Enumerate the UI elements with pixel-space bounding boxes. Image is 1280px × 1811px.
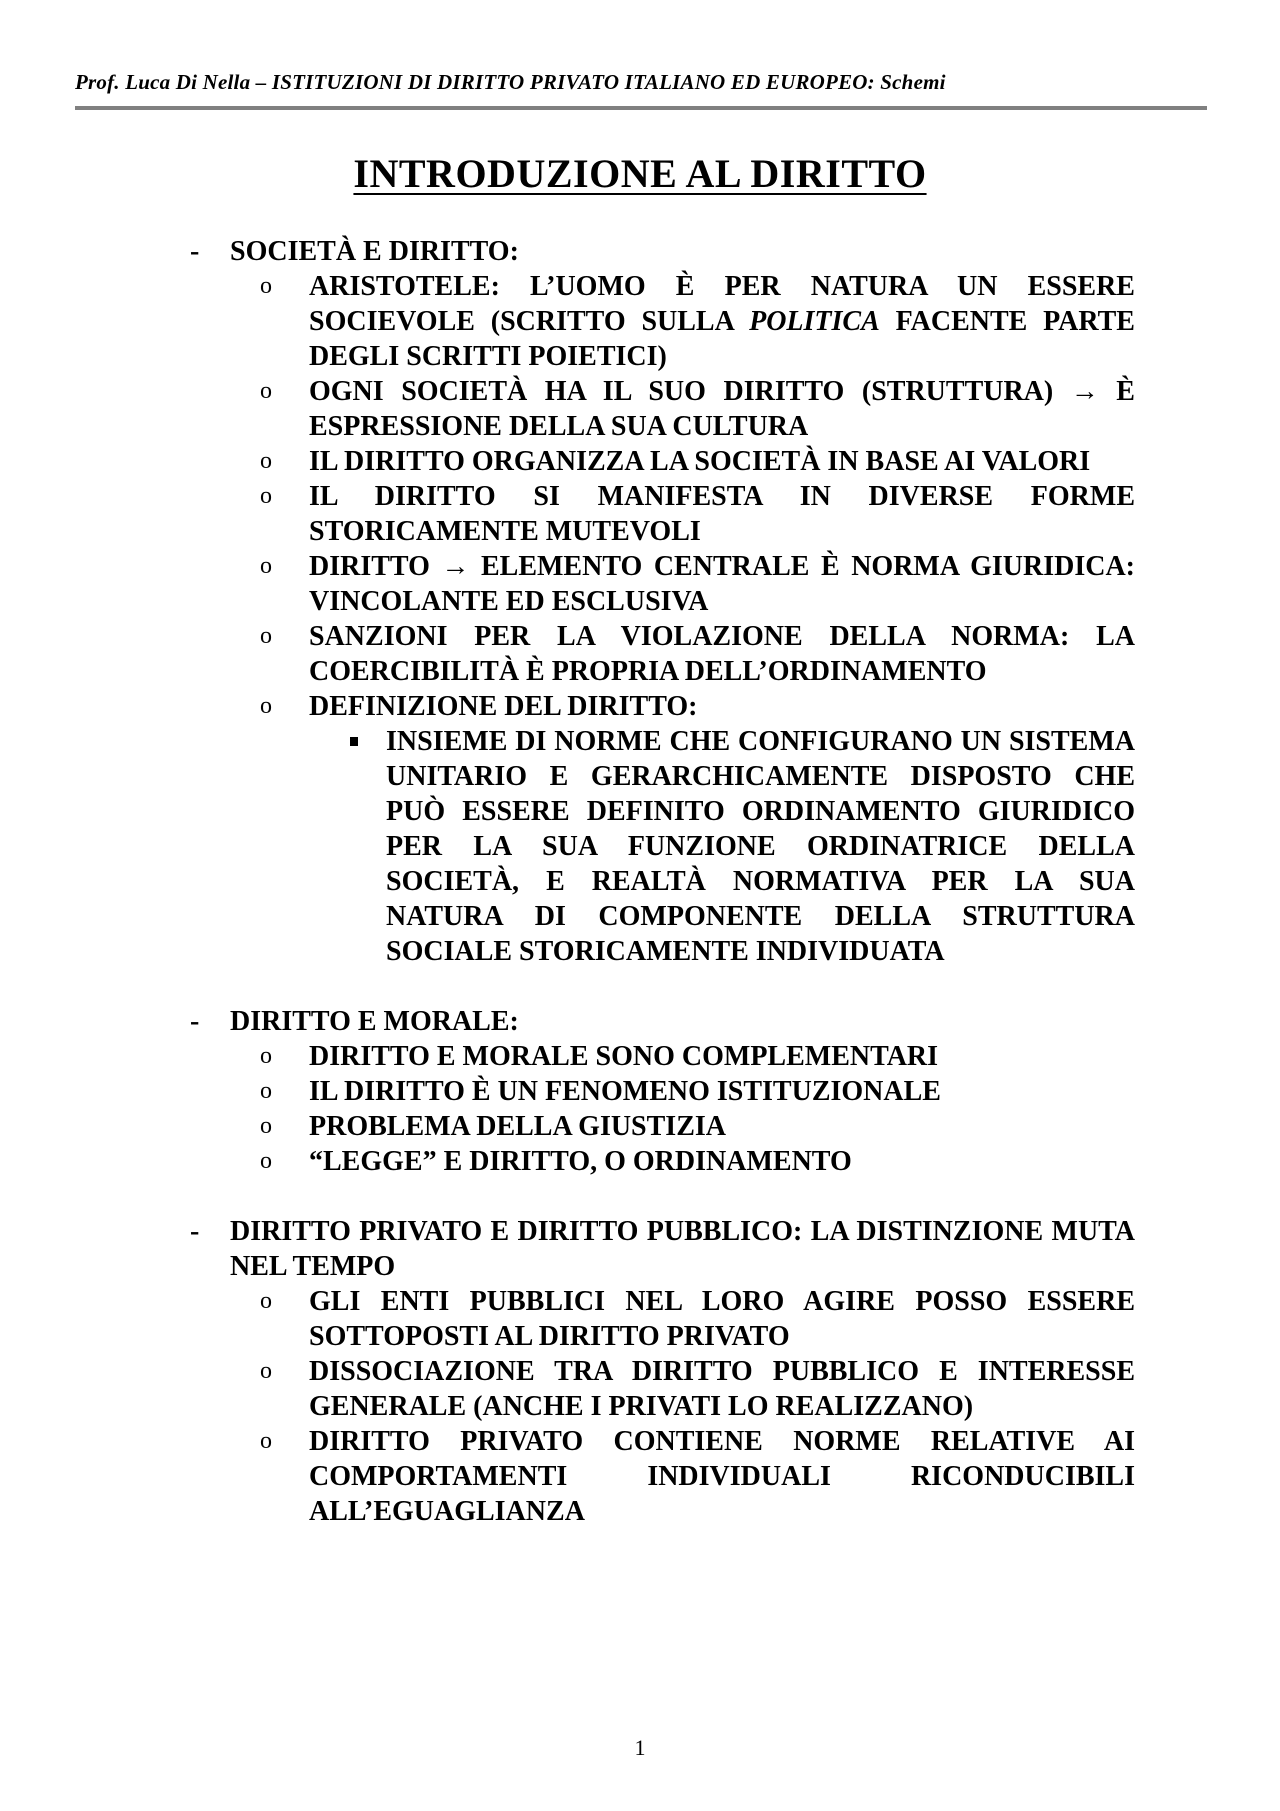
circle-bullet-icon: o [260,553,272,579]
list-item: o DIRITTO E MORALE SONO COMPLEMENTARI [260,1041,939,1072]
dash-bullet: - [190,1216,200,1247]
list-item: o GLI ENTI PUBBLICI NEL LORO AGIRE POSSO ESSERE SOTTOPOSTI AL DIRITTO PRIVATO [260,1286,1135,1352]
list-item: o IL DIRITTO SI MANIFESTA IN DIVERSE FORME STORICAMENTE MUTEVOLI [260,481,1135,547]
page-number: 1 [634,1735,646,1760]
list-item: o DEFINIZIONE DEL DIRITTO: INSIEME DI NORME CHE CONFIGURANO UN SISTEMA UNITARIO E GERARCHICAMENTE DISPOSTO CHE PUÒ ESSERE DEFINITO ORDINAMENTO GIURIDICO PER LA SUA FUNZIONE ORDINATRICE DELLA SOCIETÀ, E REALTÀ NORMATIVA PER LA SUA NATURA DI COMPONENTE DELLA STRUTTURA SOCIALE STORICAMENTE INDIVIDUATA [260,691,1135,967]
section-heading: DIRITTO PRIVATO E DIRITTO PUBBLICO: LA DISTINZIONE MUTA NEL TEMPO [230,1216,1135,1282]
book-title: POLITICA [749,306,880,337]
list-item: o OGNI SOCIETÀ HA IL SUO DIRITTO (STRUTTURA) → È ESPRESSIONE DELLA SUA CULTURA [260,376,1135,442]
circle-bullet-icon: o [260,623,272,649]
circle-bullet-icon: o [260,693,272,719]
header-rule [75,106,1207,110]
section-societa-e-diritto [190,234,1135,969]
circle-bullet-icon: o [260,1358,272,1384]
circle-bullet-icon: o [260,483,272,509]
dash-bullet: - [190,1006,200,1037]
circle-bullet-icon: o [260,1078,272,1104]
sub-sub-list [309,724,1135,969]
circle-bullet-icon: o [260,1043,272,1069]
list-item: o DISSOCIAZIONE TRA DIRITTO PUBBLICO E INTERESSE GENERALE (ANCHE I PRIVATI LO REALIZZANO) [260,1356,1135,1422]
square-bullet-icon [350,737,358,746]
section-heading: DIRITTO E MORALE: [230,1006,519,1037]
sub-list [230,1284,1135,1529]
circle-bullet-icon: o [260,1113,272,1139]
section-diritto-privato-pubblico [190,1214,1135,1529]
list-item: o “LEGGE” E DIRITTO, O ORDINAMENTO [260,1146,852,1177]
list-item: o DIRITTO → ELEMENTO CENTRALE È NORMA GIURIDICA: VINCOLANTE ED ESCLUSIVA [260,551,1135,617]
list-item: o IL DIRITTO È UN FENOMENO ISTITUZIONALE [260,1076,941,1107]
list-item: o IL DIRITTO ORGANIZZA LA SOCIETÀ IN BASE AI VALORI [260,446,1091,477]
circle-bullet-icon: o [260,448,272,474]
document-title: INTRODUZIONE AL DIRITTO [353,151,927,196]
circle-bullet-icon: o [260,1148,272,1174]
circle-bullet-icon: o [260,1288,272,1314]
page-header: Prof. Luca Di Nella – ISTITUZIONI DI DIRITTO PRIVATO ITALIANO ED EUROPEO: Schemi [75,70,946,94]
list-item: o PROBLEMA DELLA GIUSTIZIA [260,1111,726,1142]
document-body [190,234,1135,1564]
sub-list [230,1039,1135,1179]
section-diritto-e-morale [190,1004,1135,1179]
list-item: o ARISTOTELE: L’UOMO È PER NATURA UN ESSERE SOCIEVOLE (SCRITTO SULLA POLITICA FACENTE PARTE DEGLI SCRITTI POIETICI) [260,271,1135,372]
circle-bullet-icon: o [260,378,272,404]
sub-list [230,269,1135,969]
list-item: o SANZIONI PER LA VIOLAZIONE DELLA NORMA: LA COERCIBILITÀ È PROPRIA DELL’ORDINAMENTO [260,621,1135,687]
list-item: o DIRITTO PRIVATO CONTIENE NORME RELATIVE AI COMPORTAMENTI INDIVIDUALI RICONDUCIBILI ALL’EGUAGLIANZA [260,1426,1135,1527]
list-item: INSIEME DI NORME CHE CONFIGURANO UN SISTEMA UNITARIO E GERARCHICAMENTE DISPOSTO CHE PUÒ ESSERE DEFINITO ORDINAMENTO GIURIDICO PER LA SUA FUNZIONE ORDINATRICE DELLA SOCIETÀ, E REALTÀ NORMATIVA PER LA SUA NATURA DI COMPONENTE DELLA STRUTTURA SOCIALE STORICAMENTE INDIVIDUATA [309,724,1135,969]
circle-bullet-icon: o [260,1428,272,1454]
circle-bullet-icon: o [260,273,272,299]
dash-bullet: - [190,236,200,267]
section-heading: SOCIETÀ E DIRITTO: [230,236,519,267]
